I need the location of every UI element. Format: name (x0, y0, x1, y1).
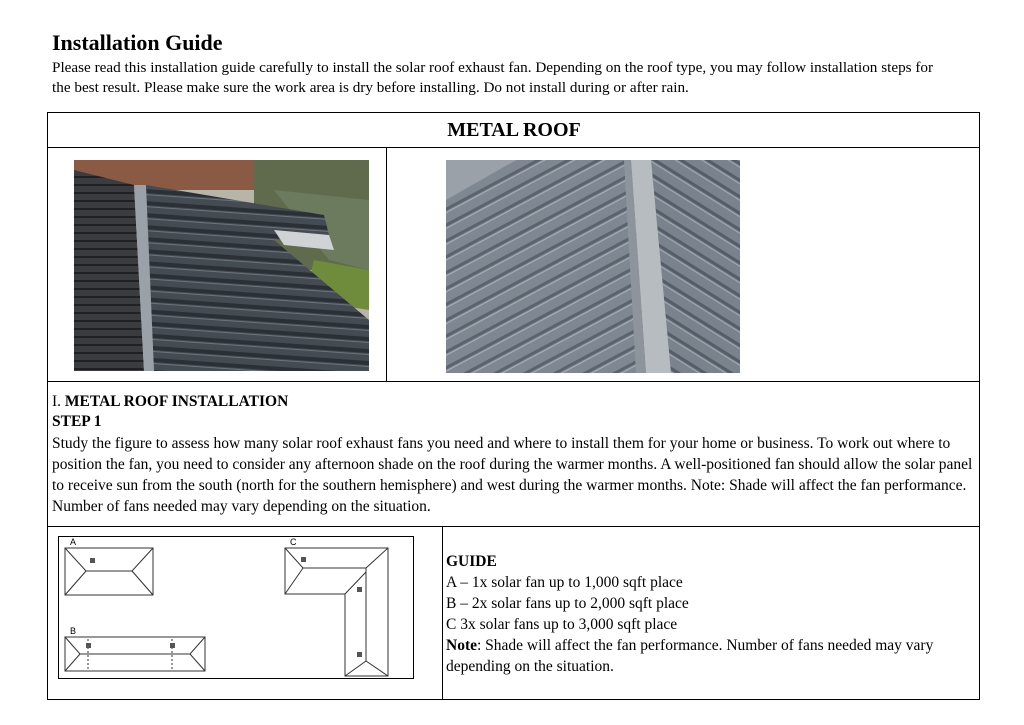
photo-divider (386, 147, 387, 381)
guide-divider (442, 526, 443, 700)
fan-marker-a (90, 558, 95, 563)
intro-paragraph: Please read this installation guide carefully to install the solar roof exhaust fan. Depending on the roof type, you may follow installation steps for the best result. Please make sure the work area is dry before installing. Do not install during or after rain. (52, 59, 934, 96)
guide-item-a: A – 1x solar fan up to 1,000 sqft place (446, 574, 683, 591)
roof-fan-diagram (58, 536, 414, 679)
metal-roof-photo-1 (74, 160, 369, 371)
fan-marker-b1 (86, 643, 91, 648)
fan-marker-c3 (357, 652, 362, 657)
diagram-label-c: C (290, 537, 297, 547)
diagram-label-b: B (70, 626, 77, 636)
guide-item-c: C 3x solar fans up to 3,000 sqft place (446, 616, 678, 633)
photo-row-border (47, 381, 980, 382)
guide-title: GUIDE (446, 553, 497, 570)
section-title (52, 393, 288, 411)
section-prefix: I. (52, 393, 65, 410)
guide-block (446, 551, 971, 677)
guide-note-text: : Shade will affect the fan performance. Number of fans needed may vary depending on the situation. (446, 637, 934, 675)
step-label: STEP 1 (52, 413, 102, 430)
fan-marker-b2 (170, 643, 175, 648)
metal-roof-photo-2 (446, 160, 740, 373)
fan-marker-c2 (357, 587, 362, 592)
guide-item-b: B – 2x solar fans up to 2,000 sqft place (446, 595, 689, 612)
guide-note (446, 635, 971, 677)
step-body: Study the figure to assess how many solar roof exhaust fans you need and where to install them for your home or business. To work out where to position the fan, you need to consider any afternoon shade on the roof during the warmer months. A well-positioned fan should allow the solar panel to receive sun from the south (north for the southern hemisphere) and west during the warmer months. Note: Shade will affect the fan performance. Number of fans needed may vary depending on the situation. (52, 435, 973, 515)
diagram-label-a: A (70, 537, 77, 547)
table-heading: METAL ROOF (447, 119, 581, 141)
guide-note-label: Note (446, 637, 477, 654)
page-title: Installation Guide (52, 30, 223, 55)
section-title-text: METAL ROOF INSTALLATION (64, 393, 289, 410)
text-row-border (47, 526, 980, 527)
fan-marker-c1 (301, 557, 306, 562)
